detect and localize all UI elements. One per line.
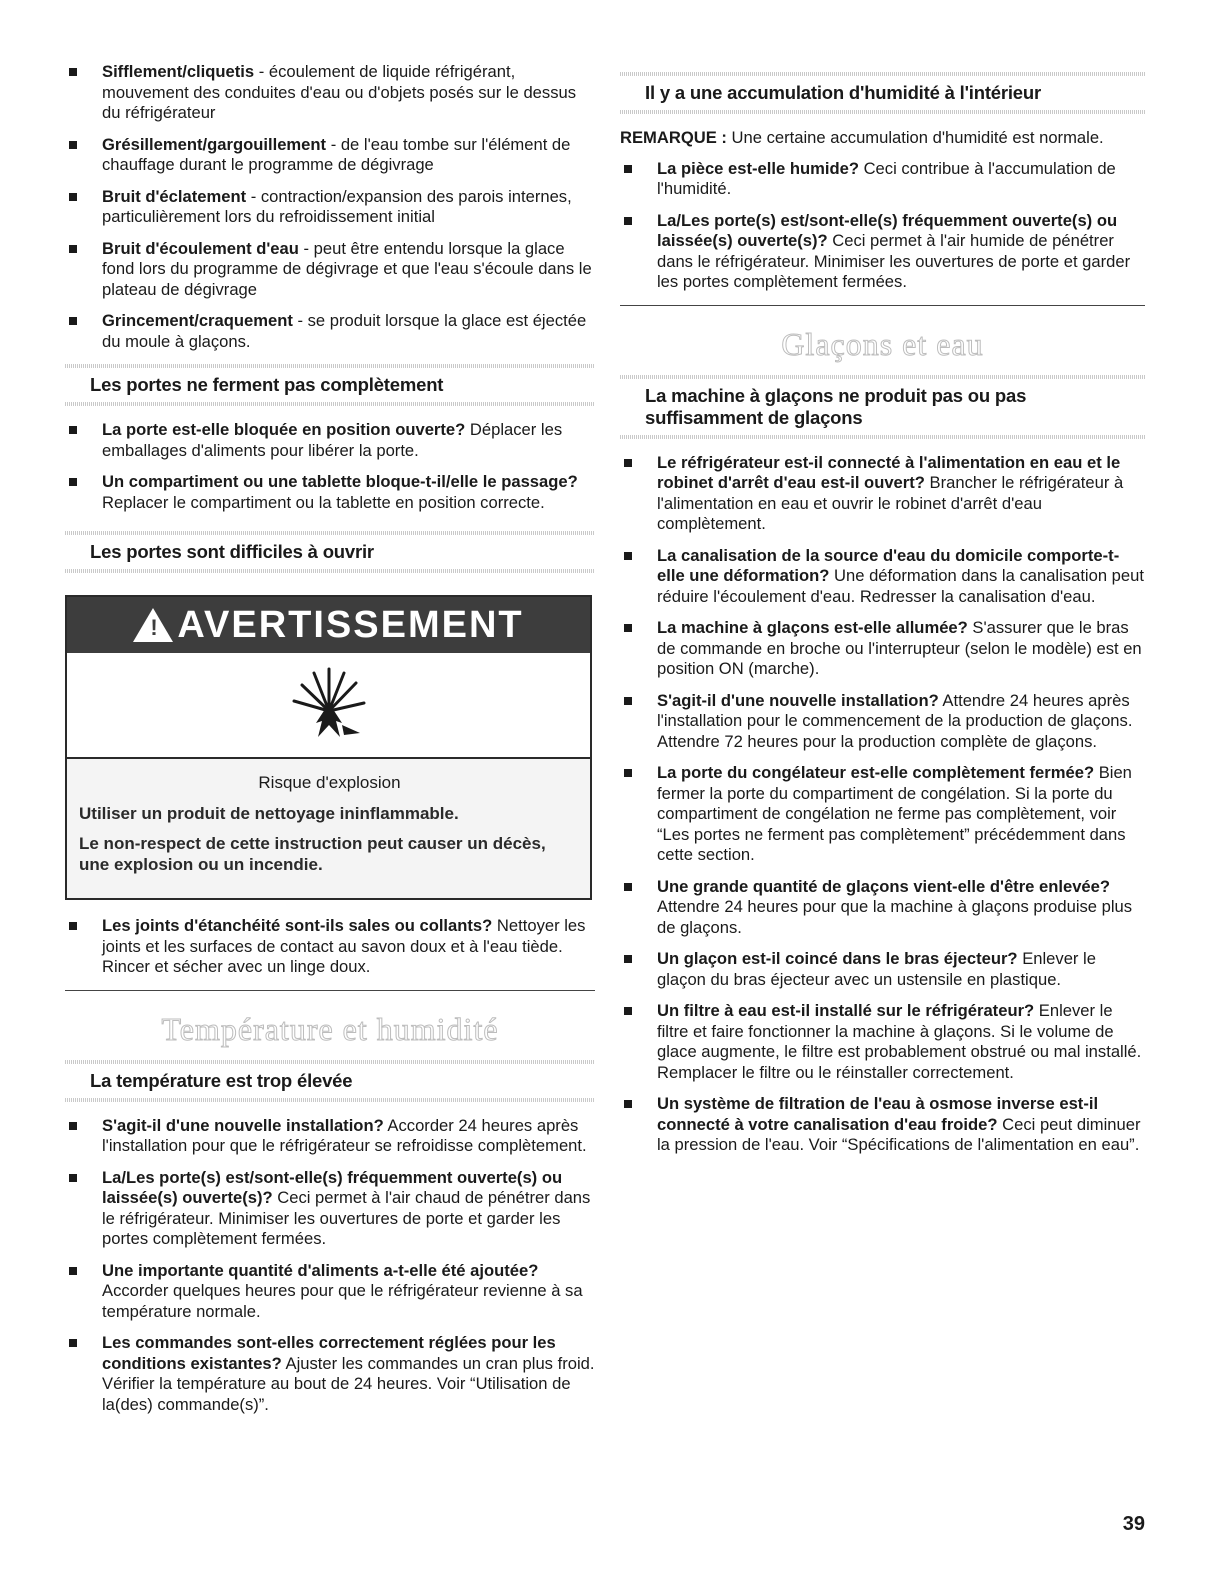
list-item xyxy=(65,239,595,301)
divider xyxy=(620,305,1145,306)
item-text: Enlever le filtre et faire fonctionner la machine à glaçons. Si le volume de glace augmente, le filtre est probablement obstrué ou mal installé. Remplacer le filtre ou le réinstaller correctement. xyxy=(657,1001,1142,1082)
right-column xyxy=(620,62,1145,1167)
item-text: S'assurer que le bras de commande en broche ou l'interrupteur (selon le modèle) est en position ON (marche). xyxy=(657,618,1142,678)
subhead-title: Les portes ne ferment pas complètement xyxy=(90,374,444,395)
explosion-symbol xyxy=(67,653,590,759)
divider xyxy=(65,990,595,991)
list-item xyxy=(620,211,1145,293)
item-text: Ceci permet à l'air chaud de pénétrer dans le réfrigérateur. Minimiser les ouvertures de porte et garder les portes complètement fermées. xyxy=(102,1188,591,1248)
page-number: 39 xyxy=(1122,1513,1145,1535)
item-question: Une grande quantité de glaçons vient-elle d'être enlevée? xyxy=(657,876,1111,896)
section-title-temperature: Température et humidité xyxy=(161,1010,499,1047)
doors-not-close-list xyxy=(65,420,595,513)
list-item xyxy=(65,311,595,352)
item-text: - de l'eau tombe sur l'élément de chauffage durant le programme de dégivrage xyxy=(102,134,571,174)
item-text: Une déformation dans la canalisation peut réduire l'écoulement d'eau. Redresser la canalisation d'eau. xyxy=(657,566,1144,606)
list-item xyxy=(620,691,1145,753)
left-column xyxy=(65,62,595,1426)
seals-list xyxy=(65,916,595,978)
item-question: Un système de filtration de l'eau à osmose inverse est-il connecté à votre canalisation d'eau froide? xyxy=(657,1094,1099,1134)
item-text: - peut être entendu lorsque la glace fond lors du programme de dégivrage et que l'eau s'écoule dans le plateau de dégivrage xyxy=(102,238,592,299)
item-text: Brancher le réfrigérateur à l'alimentation en eau et ouvrir le robinet d'arrêt d'eau complètement. xyxy=(657,473,1124,533)
subhead-doors-not-close xyxy=(65,364,595,406)
humidity-remark xyxy=(620,128,1145,149)
list-item xyxy=(620,453,1145,535)
item-question: La/Les porte(s) est/sont-elle(s) fréquemment ouverte(s) ou laissée(s) ouverte(s)? xyxy=(657,210,1118,250)
subhead-humidity xyxy=(620,72,1145,114)
item-question: S'agit-il d'une nouvelle installation? xyxy=(102,1115,384,1135)
item-text: - écoulement de liquide réfrigérant, mouvement des conduites d'eau ou d'objets posés sur le dessus du réfrigérateur xyxy=(102,62,577,122)
warning-triangle-icon: ! xyxy=(133,608,173,642)
item-text: Enlever le glaçon du bras éjecteur avec un ustensile en plastique. xyxy=(657,949,1096,989)
list-item xyxy=(65,1168,595,1250)
list-item xyxy=(620,1094,1145,1156)
item-question: Grésillement/gargouillement xyxy=(102,134,327,154)
list-item xyxy=(65,472,595,513)
subhead-temp-high xyxy=(65,1060,595,1102)
item-text: Attendre 24 heures pour que la machine à glaçons produise plus de glaçons. xyxy=(657,897,1133,937)
list-item xyxy=(620,159,1145,200)
list-item xyxy=(65,916,595,978)
item-question: S'agit-il d'une nouvelle installation? xyxy=(657,690,939,710)
item-text: Ceci peut diminuer la pression de l'eau. Voir “Spécifications de l'alimentation en eau”. xyxy=(657,1114,1141,1154)
item-text: Bien fermer la porte du compartiment de congélation. Si la porte du compartiment de congélation ne ferme pas complètement, voir “Les portes ne ferment pas complètement” précédemment dans cette section. xyxy=(657,763,1132,864)
item-question: Grincement/craquement xyxy=(102,311,293,330)
item-text: Ajuster les commandes un cran plus froid. Vérifier la température au bout de 24 heures. Voir “Utilisation de la(des) commande(s)”. xyxy=(102,1353,595,1414)
warning-header xyxy=(67,597,590,653)
list-item xyxy=(65,1333,595,1415)
item-question: La/Les porte(s) est/sont-elle(s) fréquemment ouverte(s) ou laissée(s) ouverte(s)? xyxy=(102,1167,563,1207)
subhead-title: La machine à glaçons ne produit pas ou pas suffisamment de glaçons xyxy=(645,384,1027,428)
list-item xyxy=(65,135,595,176)
item-question: Les commandes sont-elles correctement réglées pour les conditions existantes? xyxy=(102,1333,556,1373)
list-item xyxy=(620,949,1145,990)
list-item xyxy=(65,1261,595,1323)
item-question: Le réfrigérateur est-il connecté à l'alimentation en eau et le robinet d'arrêt d'eau est-il ouvert? xyxy=(657,452,1121,492)
item-text: Ceci permet à l'air humide de pénétrer dans le réfrigérateur. Minimiser les ouvertures de porte et garder les portes complètement fermées. xyxy=(657,231,1131,291)
item-text: - contraction/expansion des parois internes, particulièrement lors du refroidissement initial xyxy=(102,186,572,226)
item-question: Bruit d'écoulement d'eau xyxy=(102,238,299,258)
item-question: Un glaçon est-il coincé dans le bras éjecteur? xyxy=(657,949,1018,968)
warning-line-2: Le non-respect de cette instruction peut causer un décès, une explosion ou un incendie. xyxy=(79,834,546,874)
remark-label: REMARQUE : xyxy=(620,128,727,147)
item-question: Bruit d'éclatement xyxy=(102,186,247,206)
list-item xyxy=(65,420,595,461)
section-title-ice: Glaçons et eau xyxy=(781,325,984,362)
item-text: Accorder 24 heures après l'installation pour que le réfrigérateur se refroidisse complètement. xyxy=(102,1115,587,1155)
subhead-ice-maker xyxy=(620,375,1145,439)
list-item xyxy=(620,877,1145,939)
item-text: Attendre 24 heures après l'installation pour le commencement de la production de glaçons. Attendre 72 heures pour la production complète de glaçons. xyxy=(657,690,1133,751)
humidity-list xyxy=(620,159,1145,293)
item-question: La pièce est-elle humide? xyxy=(657,158,859,178)
list-item xyxy=(620,763,1145,866)
item-question: Sifflement/cliquetis xyxy=(102,62,255,81)
remark-text: Une certaine accumulation d'humidité est normale. xyxy=(726,128,1104,147)
subhead-title: La température est trop élevée xyxy=(90,1069,353,1091)
explosion-icon xyxy=(284,663,374,747)
list-item xyxy=(65,62,595,124)
warning-box xyxy=(65,595,592,900)
item-text: Replacer le compartiment ou la tablette en position correcte. xyxy=(102,492,545,512)
list-item xyxy=(620,618,1145,680)
warning-body xyxy=(67,759,590,898)
subhead-title: Il y a une accumulation d'humidité à l'intérieur xyxy=(645,82,1041,103)
item-text: - se produit lorsque la glace est éjectée du moule à glaçons. xyxy=(102,311,587,351)
item-text: Déplacer les emballages d'aliments pour libérer la porte. xyxy=(102,420,563,460)
list-item xyxy=(620,1001,1145,1083)
ice-maker-list xyxy=(620,453,1145,1156)
temp-high-list xyxy=(65,1116,595,1416)
item-question: Un compartiment ou une tablette bloque-t-il/elle le passage? xyxy=(102,472,578,491)
item-question: La canalisation de la source d'eau du domicile comporte-t-elle une déformation? xyxy=(657,545,1120,585)
item-text: Nettoyer les joints et les surfaces de contact au savon doux et à l'eau tiède. Rincer et sécher avec un linge doux. xyxy=(102,916,586,976)
item-question: La machine à glaçons est-elle allumée? xyxy=(657,618,968,637)
list-item xyxy=(65,187,595,228)
warning-line-1: Utiliser un produit de nettoyage ininflammable. xyxy=(79,804,459,823)
warning-risk: Risque d'explosion xyxy=(258,773,401,792)
list-item xyxy=(65,1116,595,1157)
item-text: Ceci contribue à l'accumulation de l'humidité. xyxy=(657,158,1116,198)
item-question: La porte est-elle bloquée en position ouverte? xyxy=(102,420,466,439)
noise-list xyxy=(65,62,595,352)
item-question: La porte du congélateur est-elle complètement fermée? xyxy=(657,763,1095,782)
item-text: Accorder quelques heures pour que le réfrigérateur revienne à sa température normale. xyxy=(102,1281,583,1321)
subhead-doors-hard xyxy=(65,531,595,573)
item-question: Les joints d'étanchéité sont-ils sales ou collants? xyxy=(102,916,493,935)
item-question: Un filtre à eau est-il installé sur le réfrigérateur? xyxy=(657,1001,1035,1020)
item-question: Une importante quantité d'aliments a-t-elle été ajoutée? xyxy=(102,1260,539,1280)
subhead-title: Les portes sont difficiles à ouvrir xyxy=(90,541,374,562)
warning-title: AVERTISSEMENT xyxy=(177,603,524,646)
list-item xyxy=(620,546,1145,608)
